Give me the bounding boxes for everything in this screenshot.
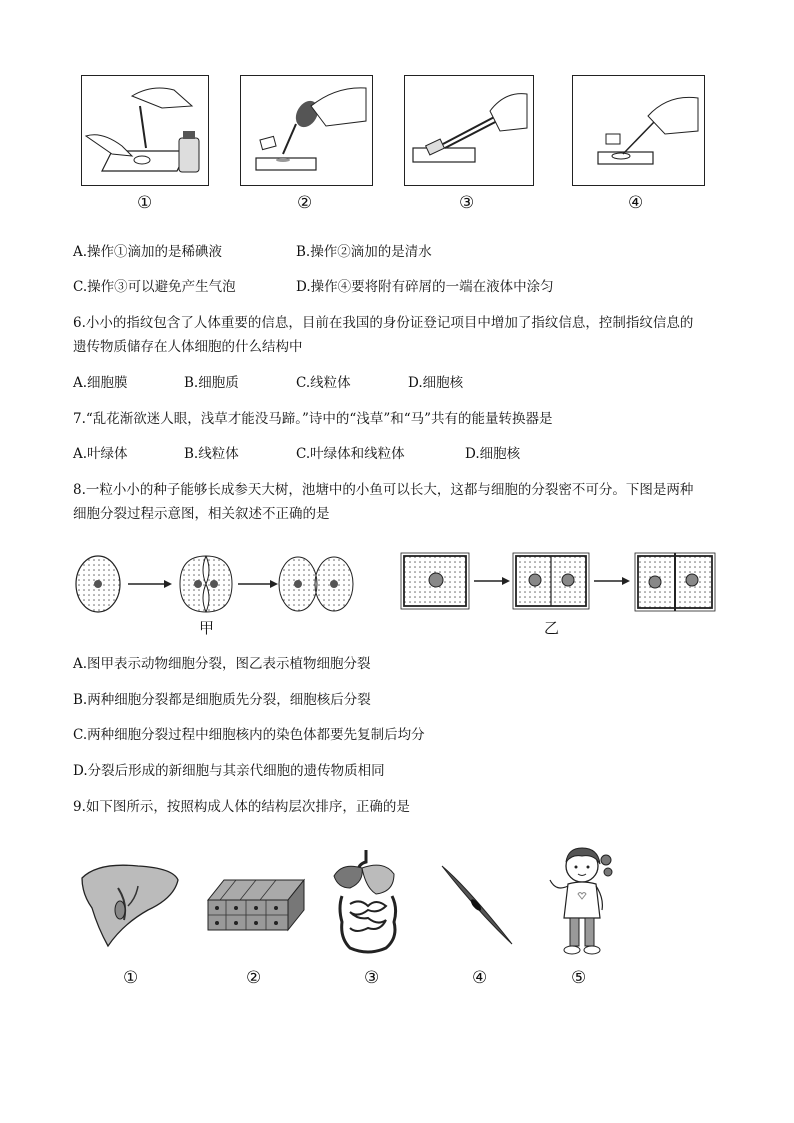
animal-cell-division-diagram [72,548,362,620]
q7-option-a: A.叶绿体 [73,446,128,462]
q9-label-2: ② [246,968,262,988]
step-2-label: ② [297,193,313,213]
plant-cell-division-diagram [398,550,718,616]
q7-option-b: B.线粒体 [184,446,239,462]
step-4-figure [572,75,705,186]
q9-stem: 9.如下图所示，按照构成人体的结构层次排序，正确的是 [73,799,410,815]
label-yi: 乙 [544,619,560,637]
q7-stem: 7.“乱花渐欲迷人眼，浅草才能没马蹄。”诗中的“浅草”和“马”共有的能量转换器是 [73,411,553,427]
q9-label-4: ④ [472,968,488,988]
dropper-water-illustration [241,76,371,184]
step-1-figure [81,75,209,186]
dropper-iodine-illustration [82,76,207,184]
q8-option-a: A.图甲表示动物细胞分裂，图乙表示植物细胞分裂 [73,656,371,672]
q8-stem-line1: 8.一粒小小的种子能够长成参天大树，池塘中的小鱼可以长大，这都与细胞的分裂密不可分。下图是两种 [73,482,694,498]
q6-option-d: D.细胞核 [408,375,464,391]
q6-stem-line2: 遗传物质储存在人体细胞的什么结构中 [73,339,303,355]
q7-option-d: D.细胞核 [465,446,521,462]
muscle-cell-illustration [438,862,516,948]
epithelial-tissue-illustration [206,872,306,934]
q5-option-c: C.操作③可以避免产生气泡 [73,279,236,295]
step-3-figure [404,75,534,186]
q8-option-b: B.两种细胞分裂都是细胞质先分裂，细胞核后分裂 [73,692,371,708]
q9-label-3: ③ [364,968,380,988]
toothpick-smear-illustration [573,76,703,184]
step-2-figure [240,75,373,186]
q6-stem-line1: 6.小小的指纹包含了人体重要的信息，目前在我国的身份证登记项目中增加了指纹信息，控制指纹信息的 [73,315,694,331]
q9-label-1: ① [123,968,139,988]
q6-option-b: B.细胞质 [184,375,239,391]
q6-option-c: C.线粒体 [296,375,351,391]
q8-stem-line2: 细胞分裂过程示意图，相关叙述不正确的是 [73,506,330,522]
q6-option-a: A.细胞膜 [73,375,128,391]
q5-option-a: A.操作①滴加的是稀碘液 [73,244,223,260]
q8-option-c: C.两种细胞分裂过程中细胞核内的染色体都要先复制后均分 [73,727,425,743]
q7-option-c: C.叶绿体和线粒体 [296,446,405,462]
liver-illustration [78,858,182,950]
cover-slip-illustration [405,76,532,184]
q8-option-d: D.分裂后形成的新细胞与其亲代细胞的遗传物质相同 [73,763,385,779]
digestive-system-illustration [328,848,408,958]
step-1-label: ① [137,193,153,213]
label-jia: 甲 [199,619,215,637]
q9-label-5: ⑤ [571,968,587,988]
step-4-label: ④ [628,193,644,213]
q5-option-b: B.操作②滴加的是清水 [296,244,432,260]
q5-option-d: D.操作④要将附有碎屑的一端在液体中涂匀 [296,279,554,295]
step-3-label: ③ [459,193,475,213]
girl-illustration [544,842,620,960]
